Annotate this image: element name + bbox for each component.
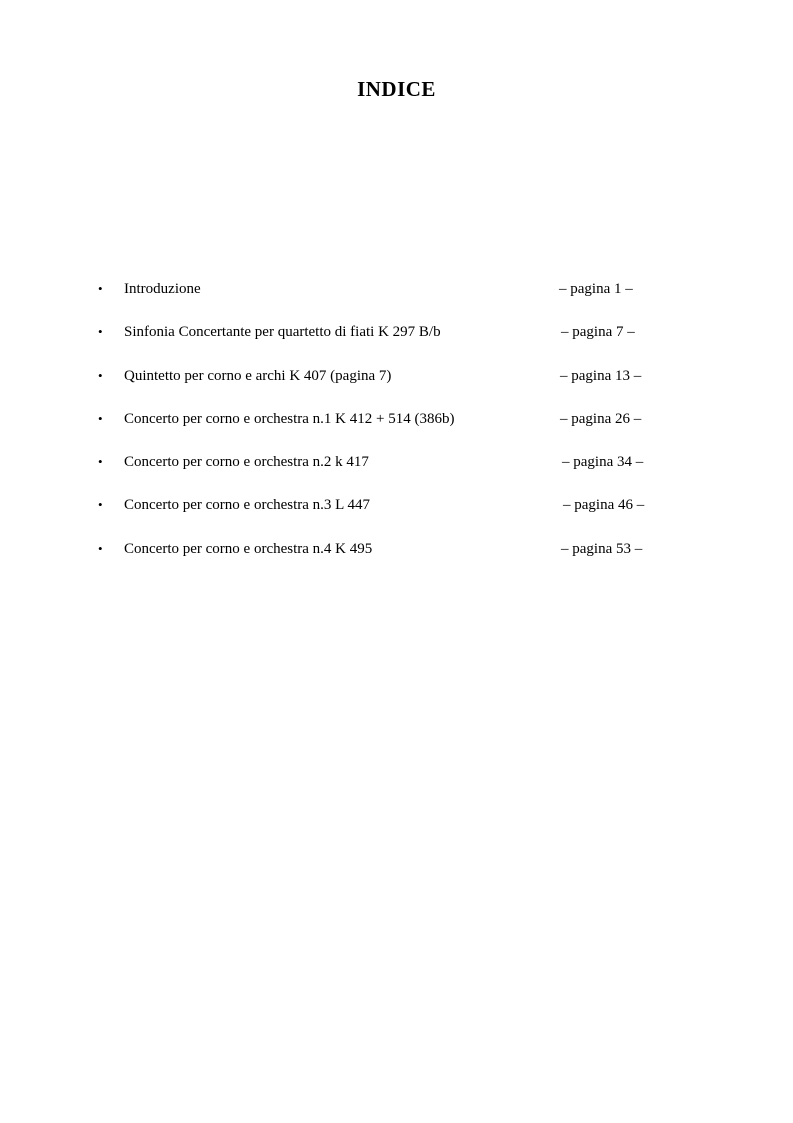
bullet-icon: • xyxy=(98,324,103,339)
toc-entry-concerto-3 xyxy=(0,494,793,516)
toc-entry-page: – pagina 53 – xyxy=(561,541,643,557)
toc-entry-title: Concerto per corno e orchestra n.2 k 417 xyxy=(124,454,369,470)
bullet-icon: • xyxy=(98,411,103,426)
toc-entry-page: – pagina 26 – xyxy=(560,411,642,427)
toc-entry-title: Concerto per corno e orchestra n.4 K 495 xyxy=(124,541,373,557)
toc-entry-introduzione xyxy=(0,278,793,300)
bullet-icon: • xyxy=(98,281,103,296)
toc-entry-page: – pagina 13 – xyxy=(560,368,642,384)
bullet-icon: • xyxy=(98,368,103,383)
toc-entry-title: Concerto per corno e orchestra n.1 K 412 + 514 (386b) xyxy=(124,411,455,427)
toc-entry-title: Concerto per corno e orchestra n.3 L 447 xyxy=(124,497,371,513)
bullet-icon: • xyxy=(98,497,103,512)
toc-entry-page: – pagina 7 – xyxy=(561,324,635,340)
toc-entry-quintetto xyxy=(0,365,793,387)
page-title: INDICE xyxy=(357,77,436,101)
toc-entry-title: Introduzione xyxy=(124,281,201,297)
toc-entry-page: – pagina 34 – xyxy=(562,454,644,470)
toc-entry-concerto-4 xyxy=(0,538,793,560)
toc-entry-concerto-1 xyxy=(0,408,793,430)
toc-entry-concerto-2 xyxy=(0,451,793,473)
bullet-icon: • xyxy=(98,541,103,556)
toc-entry-title: Quintetto per corno e archi K 407 (pagina 7) xyxy=(124,368,392,384)
toc-entry-page: – pagina 46 – xyxy=(563,497,645,513)
bullet-icon: • xyxy=(98,454,103,469)
toc-entry-sinfonia-concertante xyxy=(0,321,793,343)
toc-entry-title: Sinfonia Concertante per quartetto di fiati K 297 B/b xyxy=(124,324,441,340)
toc-entry-page: – pagina 1 – xyxy=(559,281,633,297)
